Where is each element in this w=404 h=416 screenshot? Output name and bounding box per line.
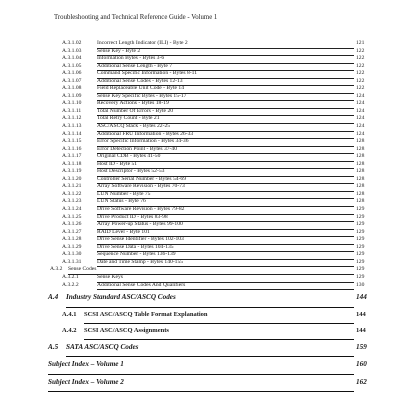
toc-entry[interactable] (0, 289, 404, 307)
toc-entry-number: A.3.1.09 (62, 92, 82, 99)
toc-entry-title: Host ID - Byte 51 (97, 161, 354, 170)
toc-entry[interactable] (0, 274, 404, 282)
toc-entry[interactable] (0, 229, 404, 237)
toc-entry-title: LUN Status - Byte 76 (97, 198, 354, 207)
toc-entry-title: Drive Software Revision - Bytes 79-82 (97, 206, 354, 215)
toc-entry[interactable] (0, 251, 404, 259)
toc-entry[interactable] (0, 214, 404, 222)
toc-entry-page: 128 (356, 183, 365, 190)
toc-entry[interactable] (0, 221, 404, 229)
toc-entry[interactable] (0, 138, 404, 146)
toc-entry-page: 130 (356, 281, 365, 288)
toc-entry[interactable] (0, 259, 404, 267)
toc-entry-number: A.3.1.05 (62, 62, 82, 69)
toc-entry-title: Sequence Number - Bytes 136-139 (97, 251, 354, 260)
toc-entry-page: 128 (356, 190, 365, 197)
toc-entry-number: A.3.1.13 (62, 123, 82, 130)
toc-entry-page: 124 (356, 130, 365, 137)
toc-entry[interactable] (0, 183, 404, 191)
toc-entry-page: 129 (356, 273, 365, 280)
toc-entry[interactable] (0, 282, 404, 290)
toc-entry-title: LUN Number - Byte 75 (97, 191, 354, 200)
toc-entry-number: A.3.1.04 (62, 55, 82, 62)
toc-entry-title: Additional Sense Codes - Bytes 12-13 (97, 78, 354, 87)
toc-entry[interactable] (0, 339, 404, 357)
toc-entry[interactable] (0, 63, 404, 71)
toc-entry[interactable] (0, 48, 404, 56)
toc-entry[interactable] (0, 244, 404, 252)
toc-entry-page: 144 (356, 293, 367, 302)
toc-entry-page: 128 (356, 198, 365, 205)
toc-entry-number: A.4.1 (62, 310, 77, 318)
toc-entry-title: Field Replaceable Unit Code - Byte 14 (97, 85, 354, 94)
toc-entry-number: A.3.1.20 (62, 175, 82, 182)
toc-entry-number: A.3.2.1 (62, 273, 79, 280)
toc-entry-number: A.3.1.18 (62, 160, 82, 167)
toc-entry-title: Incorrect Length Indicator (ILI) - Byte 2 (97, 40, 354, 49)
toc-entry-title: Sense Keys (97, 274, 354, 283)
toc-entry-page: 122 (356, 62, 365, 69)
page-header: Troubleshooting and Technical Reference Guide - Volume 1 (54, 14, 218, 21)
toc-entry-title: Total Number Of Errors - Byte 20 (97, 108, 354, 117)
toc-entry-title: Original CDB - Bytes 41-50 (97, 153, 354, 162)
toc-entry-number: A.3.1.08 (62, 85, 82, 92)
toc-entry-page: 122 (356, 77, 365, 84)
toc-entry-number: A.3.1.27 (62, 228, 82, 235)
toc-entry-number: A.4.2 (62, 326, 77, 334)
toc-entry[interactable] (0, 55, 404, 63)
toc-entry-number: A.3.1.10 (62, 100, 82, 107)
toc-entry[interactable] (0, 70, 404, 78)
toc-entry-page: 124 (356, 100, 365, 107)
toc-entry-title: Drive Sense Data - Bytes 104-135 (97, 244, 354, 253)
toc-entry-title: Industry Standard ASC/ASCQ Codes (66, 289, 354, 308)
toc-entry-title: Sense Key Specific Bytes - Bytes 15-17 (97, 93, 354, 102)
toc-entry-title: Date and Time Stamp - Bytes 140-155 (97, 259, 354, 268)
toc-entry-page: 162 (356, 377, 367, 386)
toc-entry[interactable] (0, 161, 404, 169)
toc-entry-number: A.3.1.02 (62, 40, 82, 46)
toc-entry-page: 144 (356, 326, 366, 334)
toc-entry-page: 128 (356, 160, 365, 167)
toc-entry-number: A.3.1.26 (62, 221, 82, 228)
toc-entry-number: A.3.1.28 (62, 236, 82, 243)
toc-entry-page: 129 (356, 236, 365, 243)
toc-entry-title: Controller Serial Number - Bytes 54-69 (97, 176, 354, 185)
toc-entry-page: 122 (356, 85, 365, 92)
toc-entry-number: A.3.1.21 (62, 183, 82, 190)
toc-entry-page: 122 (356, 55, 365, 62)
toc-entry[interactable] (0, 191, 404, 199)
toc-entry[interactable] (0, 153, 404, 161)
toc-entry-page: 124 (356, 123, 365, 130)
toc-entry[interactable] (0, 78, 404, 86)
toc-entry-page: 129 (356, 243, 365, 250)
toc-entry-number: A.3.1.15 (62, 138, 82, 145)
toc-entry-number: A.3.1.14 (62, 130, 82, 137)
toc-entry[interactable] (0, 198, 404, 206)
toc-entry-title: Additional Sense Codes And Qualifiers (97, 282, 354, 291)
toc-entry-number: A.3.2 (50, 266, 63, 273)
toc-entry-page: 129 (356, 213, 365, 220)
toc-entry-title: SCSI ASC/ASCQ Assignments (84, 323, 354, 340)
toc-entry-number: A.3.1.07 (62, 77, 82, 84)
toc-entry[interactable] (0, 123, 404, 131)
toc-entry[interactable] (0, 236, 404, 244)
toc-entry-page: 128 (356, 153, 365, 160)
toc-entry-page: 124 (356, 107, 365, 114)
toc-entry[interactable] (0, 374, 404, 392)
toc-entry-page: 129 (356, 228, 365, 235)
toc-entry[interactable] (0, 131, 404, 139)
toc-entry[interactable] (0, 266, 404, 274)
toc-entry-page: 160 (356, 360, 367, 369)
toc-entry-number: A.3.1.03 (62, 47, 82, 54)
toc-entry-title: Sense Key - Byte 2 (97, 48, 354, 57)
toc-entry-title: SCSI ASC/ASCQ Table Format Explanation (84, 307, 354, 324)
toc-entry-number: A.3.1.06 (62, 70, 82, 77)
toc-entry-number: A.5 (48, 342, 59, 351)
toc-entry-title: Subject Index – Volume 2 (48, 374, 354, 393)
toc-entry-page: 128 (356, 175, 365, 182)
toc-entry[interactable] (0, 108, 404, 116)
toc-entry-page: 129 (356, 266, 365, 273)
toc-entry-page: 128 (356, 138, 365, 145)
toc-entry-number: A.3.1.29 (62, 243, 82, 250)
toc-entry-title: Drive Product ID - Bytes 83-98 (97, 214, 354, 223)
toc-entry-title: Array Software Revision - Bytes 70-73 (97, 183, 354, 192)
toc-entry-page: 124 (356, 92, 365, 99)
toc-entry-title: ASC/ASCQ Stack - Bytes 22-25 (97, 123, 354, 132)
toc-entry-title: Additional FRU Information - Bytes 26-33 (97, 131, 354, 140)
toc-entry[interactable] (0, 307, 404, 323)
toc-entry-title: Total Retry Count - Byte 21 (97, 115, 354, 124)
toc-entry-page: 124 (356, 115, 365, 122)
toc-entry[interactable] (0, 176, 404, 184)
toc-entry[interactable] (0, 93, 404, 101)
toc-entry-number: A.3.1.16 (62, 145, 82, 152)
toc-entry-title: Drive Sense Identifier - Bytes 102-103 (97, 236, 354, 245)
toc-entry-title: RAID Level - Byte 101 (97, 229, 354, 238)
toc-entry-number: A.3.1.31 (62, 258, 82, 265)
toc-entry[interactable] (0, 356, 404, 374)
toc-entry-page: 128 (356, 168, 365, 175)
toc-entry-number: A.4 (48, 293, 59, 302)
toc-entry-number: A.3.1.12 (62, 115, 82, 122)
toc-entry-number: A.3.1.25 (62, 213, 82, 220)
toc-entry-title: Host Descriptor - Bytes 52-53 (97, 168, 354, 177)
toc-entry-title: Recovery Actions - Bytes 18-19 (97, 100, 354, 109)
toc-entry[interactable] (0, 115, 404, 123)
toc-entry-title: Additional Sense Length - Byte 7 (97, 63, 354, 72)
toc-entry[interactable] (0, 40, 404, 48)
toc-entry-page: 129 (356, 251, 365, 258)
toc-entry-number: A.3.1.17 (62, 153, 82, 160)
toc-entry-page: 128 (356, 145, 365, 152)
toc-entry-title: Sense Codes (68, 266, 354, 275)
toc-entry-page: 144 (356, 310, 366, 318)
toc-entry[interactable] (0, 146, 404, 154)
toc-entry-title: Error Specific Information - Bytes 34-36 (97, 138, 354, 147)
toc-entry-title: Information Bytes - Bytes 3-6 (97, 55, 354, 64)
toc-entry-page: 121 (356, 40, 365, 46)
toc-entry-title: Error Detection Point - Bytes 37-40 (97, 146, 354, 155)
table-of-contents (0, 40, 404, 391)
toc-entry-title: Command Specific Information - Bytes 8-11 (97, 70, 354, 79)
toc-entry[interactable] (0, 168, 404, 176)
toc-entry[interactable] (0, 85, 404, 93)
toc-entry-title: Array Power-up Status - Bytes 99-100 (97, 221, 354, 230)
toc-entry-page: 129 (356, 206, 365, 213)
toc-entry-number: A.3.2.2 (62, 281, 79, 288)
toc-entry-number: A.3.1.22 (62, 190, 82, 197)
toc-entry[interactable] (0, 323, 404, 339)
toc-entry-number: A.3.1.23 (62, 198, 82, 205)
toc-entry-number: A.3.1.11 (62, 107, 82, 114)
toc-entry-page: 159 (356, 342, 367, 351)
toc-entry-page: 129 (356, 258, 365, 265)
toc-entry[interactable] (0, 100, 404, 108)
toc-entry-page: 129 (356, 221, 365, 228)
toc-entry-number: A.3.1.19 (62, 168, 82, 175)
toc-entry-page: 122 (356, 70, 365, 77)
toc-entry-page: 122 (356, 47, 365, 54)
toc-entry[interactable] (0, 206, 404, 214)
toc-entry-number: A.3.1.30 (62, 251, 82, 258)
toc-entry-title: Subject Index – Volume 1 (48, 356, 354, 375)
toc-entry-number: A.3.1.24 (62, 206, 82, 213)
toc-entry-title: SATA ASC/ASCQ Codes (66, 339, 354, 358)
